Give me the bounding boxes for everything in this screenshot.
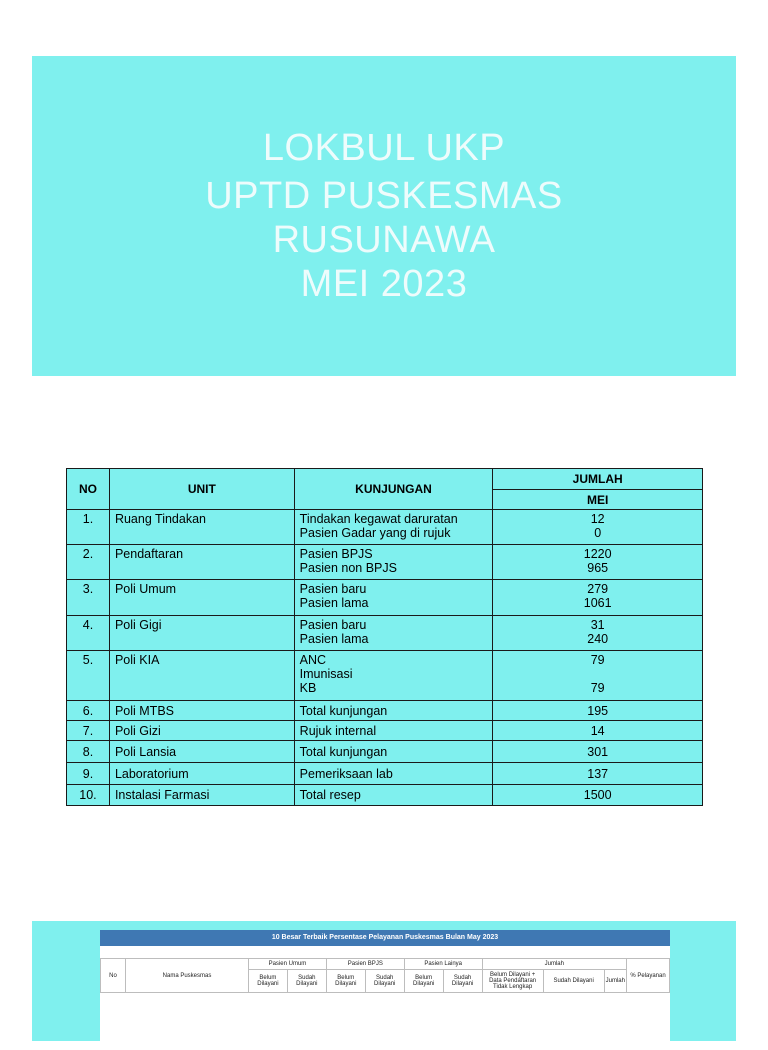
row-unit: Ruang Tindakan	[109, 510, 294, 545]
row-kunjungan	[294, 510, 493, 545]
row-no: 8.	[67, 741, 110, 763]
kunjungan-line: Imunisasi	[299, 667, 353, 681]
header-jumlah: JUMLAH	[493, 469, 703, 490]
row-values	[493, 763, 703, 785]
header-no: NO	[67, 469, 110, 510]
value-line: 1061	[583, 596, 612, 610]
row-values	[493, 580, 703, 616]
kunjungan-line: Total kunjungan	[299, 703, 388, 718]
col-umum: Pasien Umum	[249, 959, 327, 970]
row-no: 4.	[67, 616, 110, 651]
kunjungan-line: Pemeriksaan lab	[299, 766, 393, 781]
kunjungan-line: Pasien BPJS	[299, 547, 373, 561]
kunjungan-line: KB	[299, 681, 317, 695]
row-unit: Poli Gigi	[109, 616, 294, 651]
header-unit: UNIT	[109, 469, 294, 510]
col-belum-data: Belum Dilayani + Data Pendaftaran Tidak Lengkap	[482, 970, 543, 993]
col-lainya-belum: Belum Dilayani	[404, 970, 443, 993]
value-line: 1500	[583, 788, 612, 802]
kunjungan-line: Pasien lama	[299, 632, 369, 646]
row-unit: Poli Umum	[109, 580, 294, 616]
row-kunjungan	[294, 545, 493, 580]
row-no: 9.	[67, 763, 110, 785]
value-line: 137	[587, 766, 609, 781]
row-kunjungan	[294, 741, 493, 763]
title-line-2: UPTD PUSKESMAS	[205, 175, 563, 217]
row-no: 3.	[67, 580, 110, 616]
header-month: MEI	[493, 490, 703, 510]
kunjungan-line: Pasien baru	[299, 618, 367, 632]
row-kunjungan	[294, 701, 493, 721]
report-table	[66, 468, 703, 806]
row-kunjungan	[294, 763, 493, 785]
col-lainya-sudah: Sudah Dilayani	[443, 970, 482, 993]
row-unit: Instalasi Farmasi	[109, 785, 294, 806]
col-bpjs-belum: Belum Dilayani	[326, 970, 365, 993]
table-row	[67, 741, 703, 763]
col-persen: % Pelayanan	[627, 959, 670, 993]
table-row	[67, 580, 703, 616]
col-nama: Nama Puskesmas	[126, 959, 249, 993]
row-values	[493, 785, 703, 806]
value-line	[498, 667, 697, 681]
value-line: 240	[587, 632, 609, 646]
kunjungan-line: Pasien non BPJS	[299, 561, 397, 575]
value-line: 12	[590, 512, 605, 526]
col-lainya: Pasien Lainya	[404, 959, 482, 970]
row-no: 2.	[67, 545, 110, 580]
row-no: 5.	[67, 651, 110, 701]
value-line: 79	[590, 681, 605, 695]
value-line: 301	[587, 744, 609, 759]
row-kunjungan	[294, 616, 493, 651]
col-jumlah-total: Jumlah	[604, 970, 626, 993]
ranking-table-container	[100, 930, 670, 1050]
row-unit: Poli KIA	[109, 651, 294, 701]
row-values	[493, 651, 703, 701]
table-row	[67, 721, 703, 741]
row-unit: Laboratorium	[109, 763, 294, 785]
kunjungan-line: Rujuk internal	[299, 723, 377, 738]
value-line: 1220	[583, 547, 612, 561]
header-kunjungan: KUNJUNGAN	[294, 469, 493, 510]
row-no: 7.	[67, 721, 110, 741]
kunjungan-line: Pasien lama	[299, 596, 369, 610]
table-row	[67, 701, 703, 721]
ranking-title: 10 Besar Terbaik Persentase Pelayanan Puskesmas Bulan May 2023	[100, 930, 670, 946]
table-row	[67, 651, 703, 701]
table-row	[67, 785, 703, 806]
row-values	[493, 510, 703, 545]
kunjungan-line: Tindakan kegawat daruratan	[299, 512, 458, 526]
report-table-container	[66, 468, 703, 806]
kunjungan-line: Total resep	[299, 788, 361, 802]
row-unit: Poli Gizi	[109, 721, 294, 741]
row-values	[493, 616, 703, 651]
row-no: 10.	[67, 785, 110, 806]
table-row	[67, 545, 703, 580]
col-umum-sudah: Sudah Dilayani	[287, 970, 326, 993]
kunjungan-line: Pasien Gadar yang di rujuk	[299, 526, 451, 540]
row-unit: Poli Lansia	[109, 741, 294, 763]
value-line: 279	[587, 582, 609, 596]
value-line: 14	[590, 723, 605, 738]
value-line: 31	[590, 618, 605, 632]
title-line-3: RUSUNAWA	[272, 219, 496, 261]
value-line: 79	[590, 653, 605, 667]
report-table-body	[67, 510, 703, 806]
row-no: 6.	[67, 701, 110, 721]
col-no: No	[101, 959, 126, 993]
row-values	[493, 545, 703, 580]
ranking-slide	[32, 921, 736, 1041]
row-unit: Poli MTBS	[109, 701, 294, 721]
row-kunjungan	[294, 651, 493, 701]
table-row	[67, 510, 703, 545]
col-umum-belum: Belum Dilayani	[249, 970, 288, 993]
row-unit: Pendaftaran	[109, 545, 294, 580]
table-row	[67, 616, 703, 651]
value-line: 195	[587, 703, 609, 718]
col-jumlah: Jumlah	[482, 959, 626, 970]
row-kunjungan	[294, 721, 493, 741]
value-line: 965	[587, 561, 609, 575]
col-bpjs: Pasien BPJS	[326, 959, 404, 970]
title-line-4: MEI 2023	[300, 263, 468, 305]
row-no: 1.	[67, 510, 110, 545]
kunjungan-line: Pasien baru	[299, 582, 367, 596]
ranking-table	[100, 958, 670, 993]
kunjungan-line: ANC	[299, 653, 327, 667]
value-line: 0	[594, 526, 602, 540]
col-bpjs-sudah: Sudah Dilayani	[365, 970, 404, 993]
col-sudah-jumlah: Sudah Dilayani	[543, 970, 604, 993]
table-row	[67, 763, 703, 785]
row-values	[493, 741, 703, 763]
row-values	[493, 701, 703, 721]
kunjungan-line: Total kunjungan	[299, 744, 388, 759]
title-line-1: LOKBUL UKP	[262, 127, 506, 169]
row-kunjungan	[294, 785, 493, 806]
row-values	[493, 721, 703, 741]
row-kunjungan	[294, 580, 493, 616]
title-slide	[32, 56, 736, 376]
